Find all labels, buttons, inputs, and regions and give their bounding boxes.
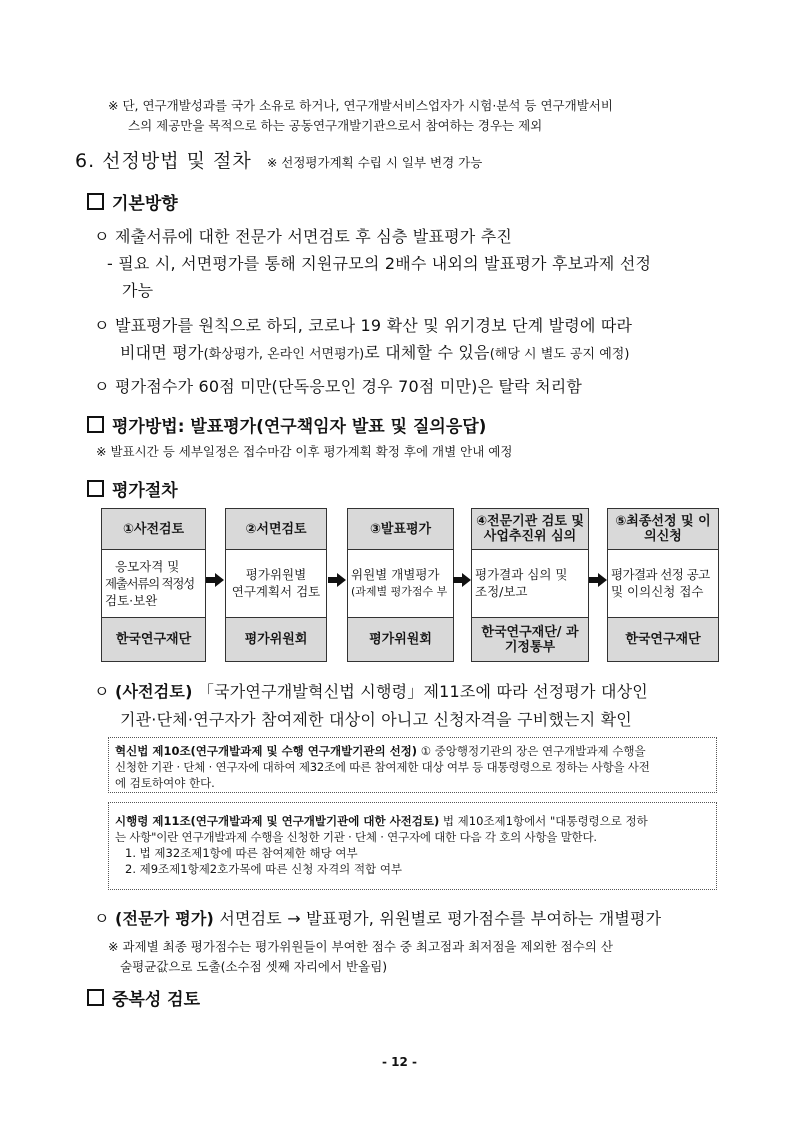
flow-step-3 — [347, 508, 454, 662]
right-arrow-icon — [328, 573, 346, 587]
right-arrow-icon — [589, 573, 607, 587]
basic-sub-1-line1: - 필요 시, 서면평가를 통해 지원규모의 2배수 내외의 발표평가 후보과제 선정 — [107, 254, 652, 273]
expert-note-line1: ※ 과제별 최종 평가점수는 평가위원들이 부여한 점수 중 최고점과 최저점을 제외한 점수의 산 — [108, 939, 613, 954]
flow-step-org: 한국연구재단 — [102, 617, 205, 661]
flow-step-desc: 위원별 개별평가 (과제별 평가점수 부 — [351, 567, 448, 598]
checkbox-square-icon — [87, 193, 104, 210]
flow-step-5 — [607, 508, 719, 662]
flow-step-title: ③발표평가 — [348, 509, 453, 550]
section-note: ※ 선정평가계획 수립 시 일부 변경 가능 — [266, 155, 483, 170]
right-arrow-icon — [453, 573, 471, 587]
checkbox-square-icon — [87, 416, 104, 433]
flow-step-title: ④전문기관 검토 및 사업추진위 심의 — [472, 509, 588, 550]
basic-bullet-2-line1: ㅇ 발표평가를 원칙으로 하되, 코로나 19 확산 및 위기경보 단계 발령에 따라 — [94, 316, 633, 335]
basic-sub-1-line2: 가능 — [122, 281, 154, 300]
section-title: 6. 선정방법 및 절차 — [75, 150, 252, 172]
flow-step-1 — [101, 508, 206, 662]
page-number: - 12 - — [382, 1055, 418, 1069]
basic-bullet-2-line2: 비대면 평가(화상평가, 온라인 서면평가)로 대체할 수 있음(해당 시 별도 공지 예정) — [120, 343, 630, 362]
pre-review-line2: 기관·단체·연구자가 참여제한 대상이 아니고 신청자격을 구비했는지 확인 — [120, 710, 632, 729]
law-box-innovation-act: 혁신법 제10조(연구개발과제 및 수행 연구개발기관의 선정) ① 중앙행정기관의 장은 연구개발과제 수행을 신청한 기관 · 단체 · 연구자에 대하여 제32조에 따른 참여제한 대상 여부 등 대통령령으로 정하는 사항을 사전 에 검토하여야 한다. — [108, 737, 717, 793]
right-arrow-icon — [206, 573, 224, 587]
expert-eval-line: ㅇ (전문가 평가) 서면검토 → 발표평가, 위원별로 평가점수를 부여하는 개별평가 — [94, 909, 662, 928]
flow-step-desc: 평가결과 선정 공고 및 이의신청 접수 — [611, 567, 710, 599]
top-note-line1: ※ 단, 연구개발성과를 국가 소유로 하거나, 연구개발서비스업자가 시험·분석 등 연구개발서비 — [108, 98, 613, 113]
flow-step-2 — [225, 508, 327, 662]
method-note: ※ 발표시간 등 세부일정은 접수마감 이후 평가계획 확정 후에 개별 안내 예정 — [96, 444, 513, 459]
heading-basic: 기본방향 — [87, 189, 178, 214]
flow-step-desc: 평가위원별 연구계획서 검토 — [231, 567, 321, 599]
flow-step-4 — [471, 508, 589, 662]
flow-step-desc: 응모자격 및 제출서류의 적정성 검토·보완 — [105, 558, 194, 608]
checkbox-square-icon — [87, 989, 104, 1006]
heading-procedure: 평가절차 — [87, 476, 178, 501]
basic-bullet-3: ㅇ 평가점수가 60점 미만(단독응모인 경우 70점 미만)은 탈락 처리함 — [94, 377, 583, 396]
basic-bullet-1: ㅇ 제출서류에 대한 전문가 서면검토 후 심층 발표평가 추진 — [94, 227, 513, 246]
flow-step-org: 한국연구재단 — [608, 617, 718, 661]
pre-review-line1: ㅇ (사전검토) 「국가연구개발혁신법 시행령」제11조에 따라 선정평가 대상인 — [94, 682, 648, 701]
top-note-line2: 스의 제공만을 목적으로 하는 공동연구개발기관으로서 참여하는 경우는 제외 — [128, 118, 543, 133]
flow-step-org: 평가위원회 — [226, 617, 326, 661]
checkbox-square-icon — [87, 480, 104, 497]
flow-step-org: 한국연구재단/ 과기정통부 — [472, 617, 588, 661]
flow-step-title: ⑤최종선정 및 이의신청 — [608, 509, 718, 550]
flow-step-desc: 평가결과 심의 및 조정/보고 — [475, 567, 568, 599]
heading-method: 평가방법: 발표평가(연구책임자 발표 및 질의응답) — [87, 412, 486, 437]
flow-step-title: ②서면검토 — [226, 509, 326, 550]
expert-note-line2: 술평균값으로 도출(소수점 셋째 자리에서 반올림) — [120, 959, 388, 974]
section-6-title-row — [75, 146, 482, 173]
law-box-enforcement-decree: 시행령 제11조(연구개발과제 및 연구개발기관에 대한 사전검토) 법 제10조제1항에서 "대통령령으로 정하 는 사항"이란 연구개발과제 수행을 신청한 기관 · 단체 · 연구자에 대한 다음 각 호의 사항을 말한다. 1. 법 제32조제1항에 따른 참여제한 해당 여부 2. 제9조제1항제2호가목에 따른 신청 자격의 적합 여부 — [108, 802, 717, 890]
flow-step-title: ①사전검토 — [102, 509, 205, 550]
heading-duplication: 중복성 검토 — [87, 985, 200, 1010]
flow-step-org: 평가위원회 — [348, 617, 453, 661]
